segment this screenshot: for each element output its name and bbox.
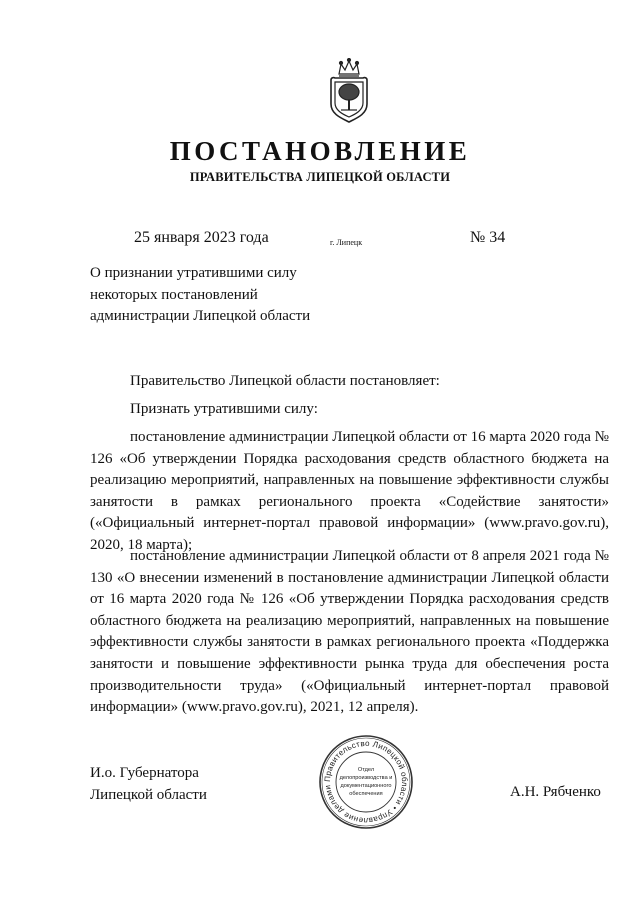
document-date: 25 января 2023 года xyxy=(134,229,269,246)
document-subject: О признании утратившими силу некоторых постановлений администрации Липецкой области xyxy=(90,265,311,324)
body-paragraph-1: Правительство Липецкой области постановляет: xyxy=(130,373,440,389)
stamp-center-line: обеспечения xyxy=(349,791,383,797)
body-paragraph-2: Признать утратившими силу: xyxy=(130,401,318,417)
body-paragraph-4: постановление администрации Липецкой области от 8 апреля 2021 года № 130 «О внесении изменений в постановление администрации Липецкой области от 16 марта 2020 года № 126 «Об утверждении Порядка расходования средств областного бюджета на реализацию мероприятий, направленных на повышение эффективности службы занятости в рамках регионального проекта «Поддержка занятости и повышение эффективности рынка труда для обеспечения роста производительности труда» («Официальный интернет-портал правовой информации» (www.pravo.gov.ru), 2021, 12 апреля). xyxy=(90,548,609,716)
document-number: № 34 xyxy=(470,229,506,246)
document-city: г. Липецк xyxy=(330,238,363,247)
body-paragraph-3: постановление администрации Липецкой области от 16 марта 2020 года № 126 «Об утверждении Порядка расходования средств областного бюджета на реализацию мероприятий, направленных на повышение эффективности службы занятости в рамках регионального проекта «Содействие занятости» («Официальный интернет-портал правовой информации» (www.pravo.gov.ru), 2020, 18 марта); xyxy=(90,429,609,553)
signatory-position: И.о. Губернатора Липецкой области xyxy=(90,765,207,803)
signatory-name: А.Н. Рябченко xyxy=(510,784,601,800)
stamp-center-line: документационного xyxy=(340,783,392,789)
document-subtitle: ПРАВИТЕЛЬСТВА ЛИПЕЦКОЙ ОБЛАСТИ xyxy=(189,170,451,184)
stamp-center-line: делопроизводства и xyxy=(339,775,393,781)
stamp-ring-text: Правительство Липецкой области • Управление делами xyxy=(322,738,410,826)
office-stamp xyxy=(318,734,414,830)
stamp-center-line: Отдел xyxy=(357,767,375,773)
document-title: ПОСТАНОВЛЕНИЕ xyxy=(169,136,471,166)
coat-of-arms-icon xyxy=(327,58,371,124)
